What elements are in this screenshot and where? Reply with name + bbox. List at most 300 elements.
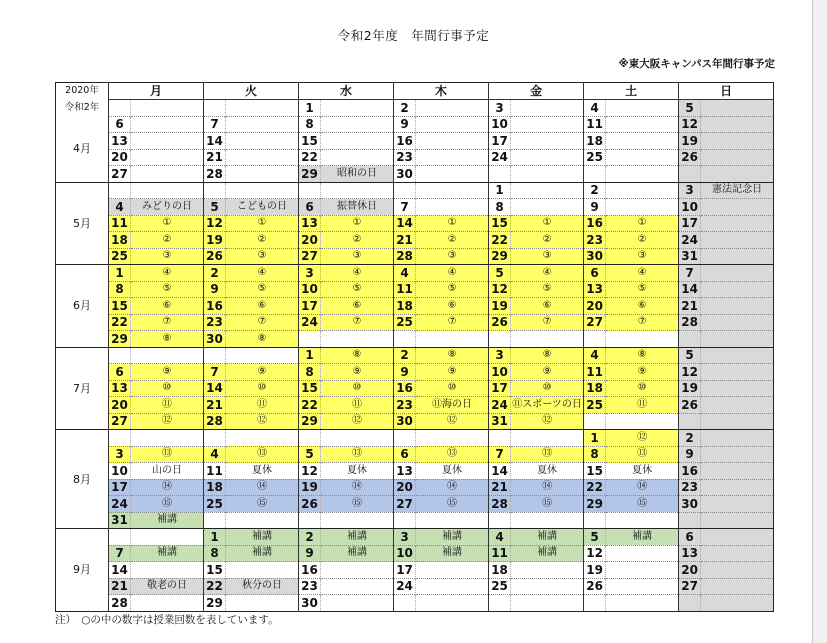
date-cell: 18: [109, 232, 131, 249]
date-cell: 28: [204, 166, 226, 183]
date-cell: 6: [679, 529, 701, 546]
date-cell: 21: [204, 397, 226, 414]
date-cell: 13: [584, 281, 606, 298]
date-cell: 7: [204, 364, 226, 381]
event-cell: ③: [131, 248, 204, 265]
event-cell: [511, 116, 584, 133]
week-row: [56, 215, 774, 232]
event-cell: [321, 331, 394, 348]
date-cell: 9: [394, 364, 416, 381]
date-cell: 24: [679, 232, 701, 249]
event-cell: ⑦: [131, 314, 204, 331]
date-cell: 7: [204, 116, 226, 133]
event-cell: ⑮: [511, 496, 584, 513]
week-row: [56, 331, 774, 348]
event-cell: [511, 199, 584, 216]
date-cell: 12: [489, 281, 511, 298]
date-cell: 7: [109, 545, 131, 562]
event-cell: ①: [131, 215, 204, 232]
date-cell: 22: [299, 397, 321, 414]
date-cell: 10: [299, 281, 321, 298]
event-cell: [416, 133, 489, 150]
event-cell: みどりの日: [131, 199, 204, 216]
date-cell: 23: [584, 232, 606, 249]
date-cell: 8: [489, 199, 511, 216]
date-cell: 9: [204, 281, 226, 298]
date-cell: 3: [489, 347, 511, 364]
event-cell: ①: [606, 215, 679, 232]
event-cell: ⑩: [226, 380, 299, 397]
date-cell: 5: [679, 347, 701, 364]
event-cell: [131, 347, 204, 364]
week-row: [56, 479, 774, 496]
event-cell: ⑤: [226, 281, 299, 298]
week-row: [56, 595, 774, 612]
event-cell: [321, 512, 394, 529]
date-cell: [204, 347, 226, 364]
week-row: [56, 364, 774, 381]
date-cell: 19: [584, 562, 606, 579]
date-cell: 27: [299, 248, 321, 265]
page-edge: [812, 0, 827, 643]
week-row: [56, 512, 774, 529]
date-cell: 23: [394, 149, 416, 166]
date-cell: 13: [394, 463, 416, 480]
date-cell: [204, 430, 226, 447]
date-cell: 10: [109, 463, 131, 480]
date-cell: 5: [679, 99, 701, 116]
date-cell: 24: [109, 496, 131, 513]
event-cell: ②: [606, 232, 679, 249]
event-cell: ②: [226, 232, 299, 249]
date-cell: 4: [584, 99, 606, 116]
date-cell: [204, 99, 226, 116]
event-cell: [416, 116, 489, 133]
date-cell: 30: [299, 595, 321, 612]
event-cell: 補講: [606, 529, 679, 546]
event-cell: [131, 562, 204, 579]
event-cell: 昭和の日: [321, 166, 394, 183]
event-cell: ⑥: [226, 298, 299, 315]
date-cell: 13: [109, 133, 131, 150]
date-cell: 7: [489, 446, 511, 463]
event-cell: ⑦: [226, 314, 299, 331]
date-cell: 25: [204, 496, 226, 513]
event-cell: [416, 430, 489, 447]
date-cell: 28: [394, 248, 416, 265]
event-cell: 補講: [131, 545, 204, 562]
event-cell: [606, 133, 679, 150]
week-row: [56, 545, 774, 562]
date-cell: 4: [394, 265, 416, 282]
event-cell: [511, 578, 584, 595]
event-cell: [226, 430, 299, 447]
event-cell: ⑦: [416, 314, 489, 331]
date-cell: 9: [299, 545, 321, 562]
date-cell: 19: [679, 133, 701, 150]
date-cell: 28: [679, 314, 701, 331]
date-cell: [394, 182, 416, 199]
date-cell: 22: [109, 314, 131, 331]
date-cell: 19: [299, 479, 321, 496]
event-cell: [606, 595, 679, 612]
event-cell: [511, 99, 584, 116]
date-cell: 15: [204, 562, 226, 579]
day-header-4: 木: [394, 83, 489, 100]
date-cell: 26: [299, 496, 321, 513]
date-cell: 1: [299, 99, 321, 116]
event-cell: ⑪: [321, 397, 394, 414]
date-cell: 19: [679, 380, 701, 397]
event-cell: ⑤: [511, 281, 584, 298]
header-row: [56, 83, 774, 100]
date-cell: 2: [394, 347, 416, 364]
event-cell: ③: [606, 248, 679, 265]
date-cell: 17: [679, 215, 701, 232]
event-cell: 補講: [416, 545, 489, 562]
event-cell: [131, 149, 204, 166]
date-cell: [394, 331, 416, 348]
date-cell: [489, 595, 511, 612]
event-cell: ②: [511, 232, 584, 249]
date-cell: 5: [489, 265, 511, 282]
date-cell: 16: [679, 463, 701, 480]
event-cell: ⑫: [416, 413, 489, 430]
event-cell: [701, 149, 774, 166]
date-cell: 31: [109, 512, 131, 529]
date-cell: 15: [489, 215, 511, 232]
event-cell: [701, 281, 774, 298]
month-label: 5月: [56, 182, 109, 265]
event-cell: [511, 166, 584, 183]
date-cell: 20: [109, 149, 131, 166]
date-cell: 18: [204, 479, 226, 496]
event-cell: ⑤: [131, 281, 204, 298]
day-header-3: 水: [299, 83, 394, 100]
campus-subtitle: ※東大阪キャンパス年間行事予定: [618, 58, 775, 70]
event-cell: ③: [321, 248, 394, 265]
event-cell: ④: [226, 265, 299, 282]
event-cell: ⑦: [321, 314, 394, 331]
date-cell: 25: [489, 578, 511, 595]
date-cell: 4: [489, 529, 511, 546]
date-cell: 20: [299, 232, 321, 249]
date-cell: 13: [679, 545, 701, 562]
event-cell: [416, 166, 489, 183]
event-cell: [226, 562, 299, 579]
month-label: 9月: [56, 529, 109, 612]
event-cell: ①: [321, 215, 394, 232]
week-row: [56, 281, 774, 298]
event-cell: [701, 529, 774, 546]
event-cell: 山の日: [131, 463, 204, 480]
date-cell: [584, 512, 606, 529]
event-cell: [606, 182, 679, 199]
annual-calendar-table: [55, 82, 774, 612]
date-cell: 6: [299, 199, 321, 216]
date-cell: 4: [584, 347, 606, 364]
event-cell: 敬老の日: [131, 578, 204, 595]
event-cell: ①: [416, 215, 489, 232]
date-cell: 17: [109, 479, 131, 496]
event-cell: ⑧: [511, 347, 584, 364]
event-cell: ③: [416, 248, 489, 265]
week-row: [56, 99, 774, 116]
date-cell: 2: [584, 182, 606, 199]
event-cell: ②: [131, 232, 204, 249]
date-cell: 26: [489, 314, 511, 331]
event-cell: [511, 512, 584, 529]
date-cell: [679, 595, 701, 612]
event-cell: ⑭: [226, 479, 299, 496]
date-cell: [679, 331, 701, 348]
date-cell: 1: [584, 430, 606, 447]
date-cell: 8: [299, 116, 321, 133]
date-cell: 23: [204, 314, 226, 331]
date-cell: [109, 182, 131, 199]
week-row: [56, 397, 774, 414]
event-cell: [701, 248, 774, 265]
event-cell: [701, 479, 774, 496]
event-cell: ⑨: [131, 364, 204, 381]
date-cell: 24: [299, 314, 321, 331]
event-cell: ⑥: [606, 298, 679, 315]
date-cell: 3: [489, 99, 511, 116]
event-cell: ⑩: [416, 380, 489, 397]
date-cell: 18: [489, 562, 511, 579]
date-cell: 17: [394, 562, 416, 579]
date-cell: 1: [489, 182, 511, 199]
date-cell: 17: [489, 133, 511, 150]
event-cell: [226, 99, 299, 116]
date-cell: 11: [584, 364, 606, 381]
date-cell: 28: [109, 595, 131, 612]
date-cell: 14: [204, 380, 226, 397]
date-cell: 31: [679, 248, 701, 265]
date-cell: 16: [394, 133, 416, 150]
event-cell: [701, 166, 774, 183]
date-cell: 29: [204, 595, 226, 612]
date-cell: 8: [204, 545, 226, 562]
event-cell: [701, 496, 774, 513]
date-cell: 17: [489, 380, 511, 397]
date-cell: 2: [394, 99, 416, 116]
week-row: [56, 182, 774, 199]
date-cell: [489, 331, 511, 348]
event-cell: 夏休: [416, 463, 489, 480]
event-cell: [701, 199, 774, 216]
date-cell: 26: [679, 397, 701, 414]
event-cell: [321, 578, 394, 595]
year-reiwa: 令和2年: [64, 101, 100, 113]
day-header-6: 土: [584, 83, 679, 100]
month-label: 6月: [56, 265, 109, 348]
date-cell: 28: [489, 496, 511, 513]
event-cell: [701, 298, 774, 315]
event-cell: [321, 116, 394, 133]
date-cell: 21: [204, 149, 226, 166]
date-cell: 20: [109, 397, 131, 414]
date-cell: 10: [679, 199, 701, 216]
event-cell: [701, 463, 774, 480]
event-cell: 夏休: [226, 463, 299, 480]
event-cell: [606, 562, 679, 579]
event-cell: [701, 347, 774, 364]
date-cell: 23: [299, 578, 321, 595]
date-cell: 3: [109, 446, 131, 463]
event-cell: [701, 512, 774, 529]
event-cell: ⑭: [416, 479, 489, 496]
date-cell: 27: [109, 413, 131, 430]
event-cell: [511, 331, 584, 348]
event-cell: ①: [226, 215, 299, 232]
date-cell: 26: [584, 578, 606, 595]
day-header-7: 日: [679, 83, 774, 100]
date-cell: 26: [204, 248, 226, 265]
week-row: [56, 347, 774, 364]
event-cell: ③: [226, 248, 299, 265]
date-cell: 15: [299, 133, 321, 150]
event-cell: ⑫: [321, 413, 394, 430]
event-cell: 補講: [226, 529, 299, 546]
event-cell: 補講: [511, 529, 584, 546]
date-cell: [299, 512, 321, 529]
date-cell: 23: [679, 479, 701, 496]
date-cell: 23: [394, 397, 416, 414]
event-cell: ⑭: [511, 479, 584, 496]
event-cell: こどもの日: [226, 199, 299, 216]
event-cell: ⑤: [321, 281, 394, 298]
event-cell: 憲法記念日: [701, 182, 774, 199]
date-cell: [584, 413, 606, 430]
event-cell: [606, 512, 679, 529]
date-cell: 14: [109, 562, 131, 579]
date-cell: 10: [394, 545, 416, 562]
event-cell: ⑧: [131, 331, 204, 348]
event-cell: [701, 397, 774, 414]
date-cell: 5: [299, 446, 321, 463]
event-cell: ⑥: [131, 298, 204, 315]
event-cell: ⑤: [606, 281, 679, 298]
event-cell: [226, 595, 299, 612]
date-cell: 27: [584, 314, 606, 331]
event-cell: [416, 562, 489, 579]
footnote: 注） ○の中の数字は授業回数を表しています。: [55, 614, 279, 626]
event-cell: [131, 116, 204, 133]
date-cell: 30: [584, 248, 606, 265]
event-cell: [606, 331, 679, 348]
date-cell: 6: [109, 364, 131, 381]
date-cell: [204, 512, 226, 529]
date-cell: [489, 512, 511, 529]
event-cell: 補講: [416, 529, 489, 546]
event-cell: [701, 232, 774, 249]
event-cell: ⑩: [511, 380, 584, 397]
event-cell: 夏休: [606, 463, 679, 480]
date-cell: 27: [679, 578, 701, 595]
day-header-1: 月: [109, 83, 204, 100]
event-cell: [321, 430, 394, 447]
event-cell: ⑬: [606, 446, 679, 463]
date-cell: 24: [489, 149, 511, 166]
event-cell: [701, 265, 774, 282]
week-row: [56, 265, 774, 282]
date-cell: 30: [394, 413, 416, 430]
event-cell: [131, 529, 204, 546]
event-cell: [416, 149, 489, 166]
date-cell: 13: [299, 215, 321, 232]
event-cell: [606, 116, 679, 133]
event-cell: ①: [511, 215, 584, 232]
date-cell: 16: [204, 298, 226, 315]
event-cell: 補講: [511, 545, 584, 562]
date-cell: 5: [584, 529, 606, 546]
year-cell: [56, 83, 109, 117]
date-cell: 2: [204, 265, 226, 282]
date-cell: 20: [394, 479, 416, 496]
date-cell: 25: [109, 248, 131, 265]
date-cell: 16: [394, 380, 416, 397]
event-cell: [701, 116, 774, 133]
event-cell: [701, 413, 774, 430]
event-cell: [416, 578, 489, 595]
date-cell: 31: [489, 413, 511, 430]
event-cell: [701, 314, 774, 331]
year-western: 2020年: [65, 85, 99, 96]
event-cell: ⑬: [321, 446, 394, 463]
date-cell: 3: [394, 529, 416, 546]
date-cell: 14: [679, 281, 701, 298]
date-cell: 21: [109, 578, 131, 595]
date-cell: [109, 430, 131, 447]
date-cell: 11: [584, 116, 606, 133]
date-cell: 9: [679, 446, 701, 463]
event-cell: [321, 562, 394, 579]
date-cell: 18: [394, 298, 416, 315]
event-cell: ④: [321, 265, 394, 282]
event-cell: [606, 166, 679, 183]
event-cell: [226, 166, 299, 183]
event-cell: ⑪: [131, 397, 204, 414]
week-row: [56, 116, 774, 133]
event-cell: [131, 430, 204, 447]
date-cell: 12: [299, 463, 321, 480]
event-cell: 振替休日: [321, 199, 394, 216]
date-cell: 14: [394, 215, 416, 232]
week-row: [56, 166, 774, 183]
event-cell: ④: [416, 265, 489, 282]
event-cell: ⑩: [131, 380, 204, 397]
date-cell: 9: [394, 116, 416, 133]
event-cell: ⑬: [226, 446, 299, 463]
week-row: [56, 446, 774, 463]
event-cell: [226, 149, 299, 166]
week-row: [56, 232, 774, 249]
date-cell: 29: [584, 496, 606, 513]
event-cell: [701, 380, 774, 397]
date-cell: 11: [109, 215, 131, 232]
event-cell: ⑮: [416, 496, 489, 513]
date-cell: 12: [679, 364, 701, 381]
date-cell: 14: [204, 133, 226, 150]
event-cell: ⑮: [606, 496, 679, 513]
date-cell: 7: [679, 265, 701, 282]
week-row: [56, 380, 774, 397]
date-cell: [489, 166, 511, 183]
date-cell: 22: [204, 578, 226, 595]
date-cell: 11: [489, 545, 511, 562]
event-cell: [701, 331, 774, 348]
